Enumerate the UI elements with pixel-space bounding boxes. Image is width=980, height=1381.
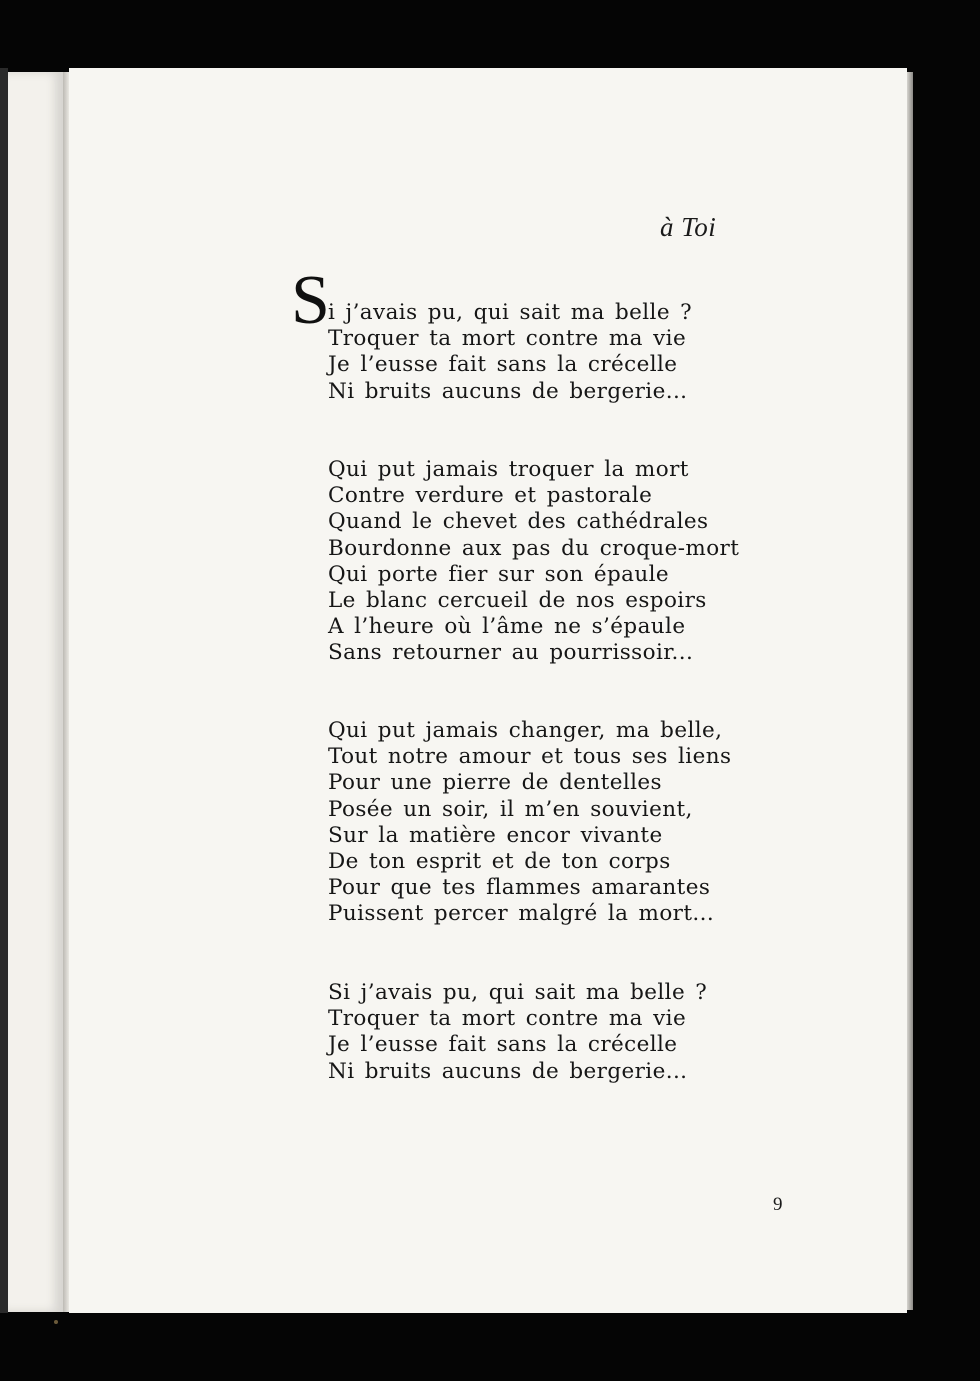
page-stack-edge — [907, 72, 913, 1310]
poem-line: A l’heure où l’âme ne s’épaule — [328, 614, 686, 640]
poem-line: Sans retourner au pourrissoir... — [328, 640, 694, 666]
poem-line: Puissent percer malgré la mort... — [328, 901, 715, 927]
poem-line: i j’avais pu, qui sait ma belle ? — [328, 300, 693, 325]
stanza-3 — [328, 718, 731, 928]
poem-line: Troquer ta mort contre ma vie — [328, 1006, 687, 1032]
poem-line: Le blanc cercueil de nos espoirs — [328, 588, 707, 614]
poem-line: Posée un soir, il m’en souvient, — [328, 796, 693, 822]
poem-line: Contre verdure et pastorale — [328, 483, 653, 509]
poem-line: Pour que tes flammes amarantes — [328, 875, 711, 901]
poem-line: Qui put jamais changer, ma belle, — [328, 718, 723, 743]
poem-line: Bourdonne aux pas du croque-mort — [328, 535, 740, 561]
book-cover-edge — [0, 68, 8, 1313]
poem-line: Qui porte fier sur son épaule — [328, 561, 670, 587]
stanza-2 — [328, 457, 739, 667]
poem-line: Je l’eusse fait sans la crécelle — [328, 1032, 678, 1058]
poem-line: De ton esprit et de ton corps — [328, 849, 671, 875]
page-number: 9 — [773, 1194, 783, 1215]
poem-dedication: à Toi — [660, 212, 717, 242]
binding-mark — [54, 1320, 58, 1324]
poem-line: Je l’eusse fait sans la crécelle — [328, 352, 678, 378]
poem-line: Quand le chevet des cathédrales — [328, 509, 709, 535]
drop-cap: S — [291, 262, 330, 339]
poem-line: Troquer ta mort contre ma vie — [328, 326, 687, 352]
poem-line: Ni bruits aucuns de bergerie... — [328, 378, 688, 404]
poem-line: Qui put jamais troquer la mort — [328, 457, 689, 482]
poem-line: Ni bruits aucuns de bergerie... — [328, 1058, 688, 1084]
poem-line: Pour une pierre de dentelles — [328, 770, 662, 796]
poem-line: Tout notre amour et tous ses liens — [328, 744, 732, 770]
stanza-1 — [328, 300, 692, 405]
stanza-4 — [328, 980, 707, 1085]
poem-line: Si j’avais pu, qui sait ma belle ? — [328, 980, 708, 1005]
right-page — [69, 68, 907, 1313]
left-page-edge — [8, 72, 63, 1312]
poem-line: Sur la matière encor vivante — [328, 822, 663, 848]
